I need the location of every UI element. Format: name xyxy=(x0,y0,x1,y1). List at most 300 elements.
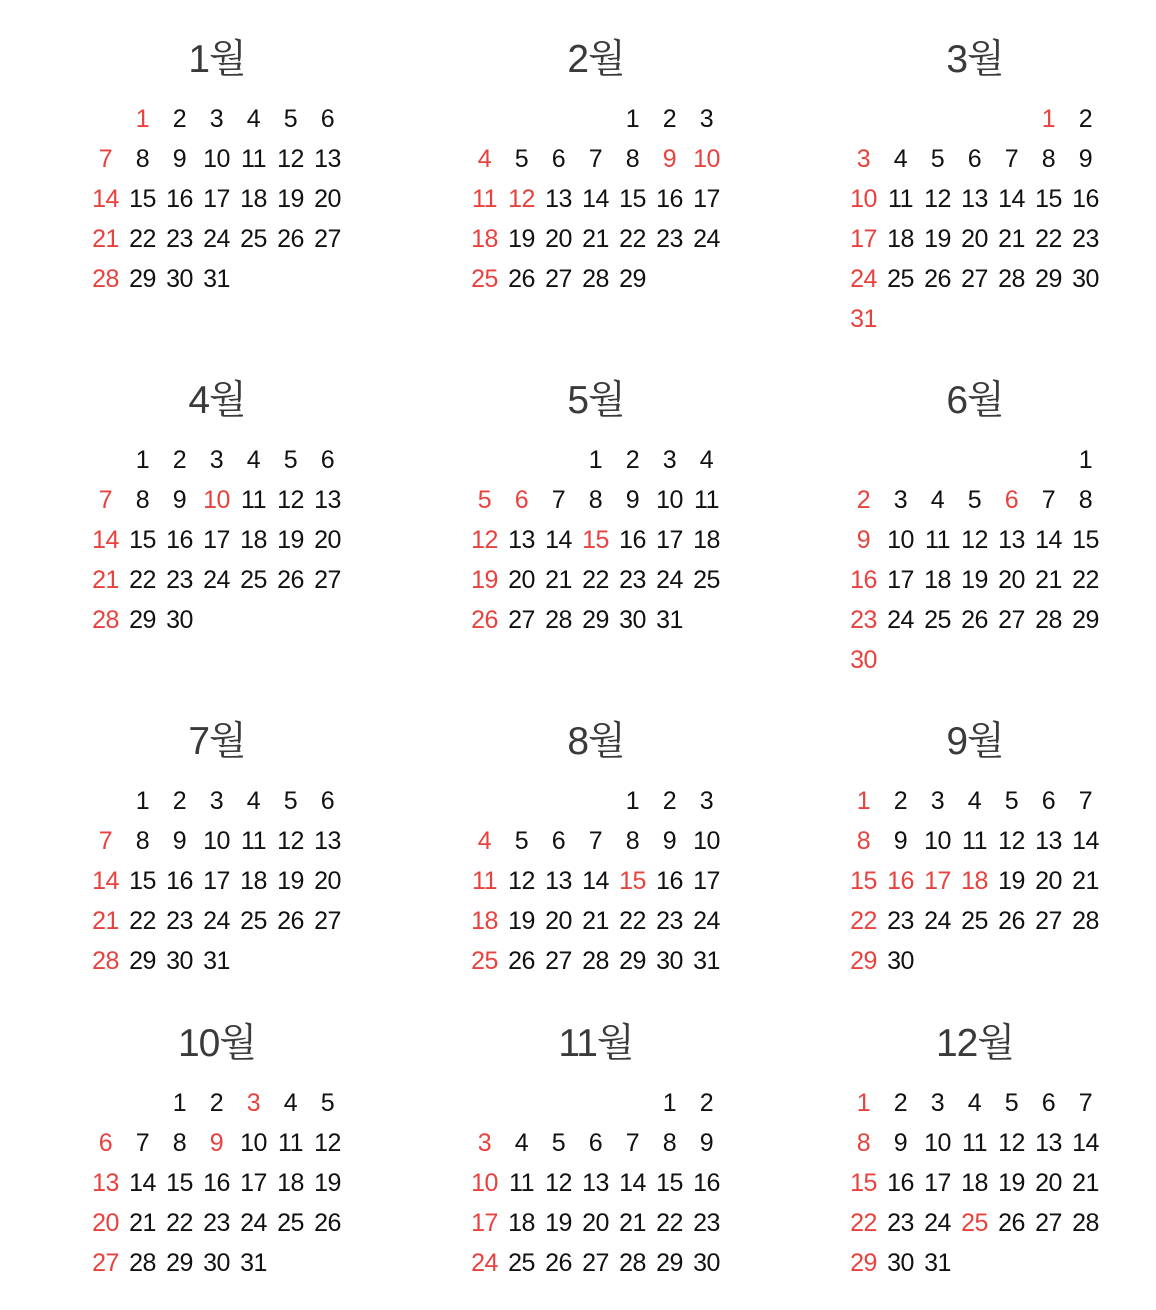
day-cell[interactable]: 23 xyxy=(656,225,683,253)
day-cell[interactable]: 7 xyxy=(588,145,603,173)
day-cell[interactable]: 13 xyxy=(508,526,535,554)
day-cell[interactable]: 11 xyxy=(241,486,266,514)
day-cell[interactable]: 21 xyxy=(1035,566,1062,594)
day-cell[interactable]: 23 xyxy=(619,566,646,594)
day-cell[interactable]: 28 xyxy=(92,947,119,975)
day-cell[interactable]: 26 xyxy=(314,1209,341,1237)
day-cell[interactable]: 18 xyxy=(508,1209,535,1237)
day-cell[interactable]: 20 xyxy=(545,907,572,935)
day-cell[interactable]: 15 xyxy=(129,867,156,895)
day-cell[interactable]: 10 xyxy=(850,185,877,213)
day-cell[interactable]: 1 xyxy=(135,105,150,133)
day-cell[interactable]: 24 xyxy=(240,1209,267,1237)
day-cell[interactable]: 29 xyxy=(129,606,156,634)
day-cell[interactable]: 30 xyxy=(203,1249,230,1277)
day-cell[interactable]: 3 xyxy=(477,1129,492,1157)
day-cell[interactable]: 6 xyxy=(551,145,566,173)
day-cell[interactable]: 4 xyxy=(967,1089,982,1117)
day-cell[interactable]: 4 xyxy=(930,486,945,514)
day-cell[interactable]: 8 xyxy=(856,1129,871,1157)
day-cell[interactable]: 17 xyxy=(887,566,914,594)
day-cell[interactable]: 7 xyxy=(588,827,603,855)
day-cell[interactable]: 9 xyxy=(172,827,187,855)
day-cell[interactable]: 3 xyxy=(662,446,677,474)
day-cell[interactable]: 12 xyxy=(924,185,951,213)
day-cell[interactable]: 10 xyxy=(693,145,720,173)
day-cell[interactable]: 1 xyxy=(625,105,640,133)
day-cell[interactable]: 6 xyxy=(1004,486,1019,514)
day-cell[interactable]: 8 xyxy=(625,145,640,173)
day-cell[interactable]: 13 xyxy=(545,185,572,213)
day-cell[interactable]: 4 xyxy=(246,105,261,133)
day-cell[interactable]: 29 xyxy=(619,947,646,975)
day-cell[interactable]: 25 xyxy=(277,1209,304,1237)
day-cell[interactable]: 14 xyxy=(92,185,119,213)
day-cell[interactable]: 14 xyxy=(1072,1129,1099,1157)
day-cell[interactable]: 1 xyxy=(856,787,871,815)
day-cell[interactable]: 10 xyxy=(924,1129,951,1157)
day-cell[interactable]: 8 xyxy=(135,486,150,514)
day-cell[interactable]: 19 xyxy=(277,867,304,895)
day-cell[interactable]: 24 xyxy=(850,265,877,293)
day-cell[interactable]: 7 xyxy=(1078,787,1093,815)
day-cell[interactable]: 15 xyxy=(129,526,156,554)
day-cell[interactable]: 29 xyxy=(129,265,156,293)
day-cell[interactable]: 15 xyxy=(619,867,646,895)
day-cell[interactable]: 16 xyxy=(656,867,683,895)
day-cell[interactable]: 8 xyxy=(135,145,150,173)
day-cell[interactable]: 23 xyxy=(166,907,193,935)
day-cell[interactable]: 25 xyxy=(240,225,267,253)
day-cell[interactable]: 22 xyxy=(619,907,646,935)
day-cell[interactable]: 30 xyxy=(1072,265,1099,293)
day-cell[interactable]: 17 xyxy=(240,1169,267,1197)
day-cell[interactable]: 27 xyxy=(582,1249,609,1277)
day-cell[interactable]: 5 xyxy=(283,105,298,133)
day-cell[interactable]: 31 xyxy=(850,305,877,333)
day-cell[interactable]: 17 xyxy=(656,526,683,554)
day-cell[interactable]: 15 xyxy=(619,185,646,213)
day-cell[interactable]: 6 xyxy=(320,787,335,815)
day-cell[interactable]: 29 xyxy=(619,265,646,293)
day-cell[interactable]: 13 xyxy=(314,486,341,514)
day-cell[interactable]: 15 xyxy=(1072,526,1099,554)
day-cell[interactable]: 18 xyxy=(471,225,498,253)
day-cell[interactable]: 26 xyxy=(961,606,988,634)
day-cell[interactable]: 5 xyxy=(514,145,529,173)
day-cell[interactable]: 24 xyxy=(887,606,914,634)
day-cell[interactable]: 14 xyxy=(92,526,119,554)
day-cell[interactable]: 24 xyxy=(924,1209,951,1237)
day-cell[interactable]: 10 xyxy=(203,145,230,173)
day-cell[interactable]: 2 xyxy=(625,446,640,474)
day-cell[interactable]: 9 xyxy=(662,827,677,855)
day-cell[interactable]: 3 xyxy=(209,446,224,474)
day-cell[interactable]: 3 xyxy=(699,787,714,815)
day-cell[interactable]: 13 xyxy=(545,867,572,895)
day-cell[interactable]: 16 xyxy=(619,526,646,554)
day-cell[interactable]: 13 xyxy=(961,185,988,213)
day-cell[interactable]: 19 xyxy=(545,1209,572,1237)
day-cell[interactable]: 27 xyxy=(545,265,572,293)
day-cell[interactable]: 4 xyxy=(283,1089,298,1117)
day-cell[interactable]: 11 xyxy=(888,185,913,213)
day-cell[interactable]: 20 xyxy=(508,566,535,594)
day-cell[interactable]: 23 xyxy=(850,606,877,634)
day-cell[interactable]: 4 xyxy=(477,827,492,855)
day-cell[interactable]: 22 xyxy=(129,225,156,253)
day-cell[interactable]: 3 xyxy=(930,1089,945,1117)
day-cell[interactable]: 28 xyxy=(1072,907,1099,935)
day-cell[interactable]: 20 xyxy=(961,225,988,253)
day-cell[interactable]: 8 xyxy=(856,827,871,855)
day-cell[interactable]: 10 xyxy=(471,1169,498,1197)
day-cell[interactable]: 25 xyxy=(924,606,951,634)
day-cell[interactable]: 16 xyxy=(166,185,193,213)
day-cell[interactable]: 6 xyxy=(514,486,529,514)
day-cell[interactable]: 5 xyxy=(1004,787,1019,815)
day-cell[interactable]: 11 xyxy=(241,827,266,855)
day-cell[interactable]: 26 xyxy=(277,225,304,253)
day-cell[interactable]: 27 xyxy=(92,1249,119,1277)
day-cell[interactable]: 20 xyxy=(92,1209,119,1237)
day-cell[interactable]: 25 xyxy=(471,947,498,975)
day-cell[interactable]: 24 xyxy=(924,907,951,935)
day-cell[interactable]: 18 xyxy=(240,185,267,213)
day-cell[interactable]: 3 xyxy=(930,787,945,815)
day-cell[interactable]: 18 xyxy=(961,867,988,895)
day-cell[interactable]: 27 xyxy=(314,907,341,935)
day-cell[interactable]: 19 xyxy=(924,225,951,253)
day-cell[interactable]: 26 xyxy=(277,566,304,594)
day-cell[interactable]: 23 xyxy=(693,1209,720,1237)
day-cell[interactable]: 15 xyxy=(166,1169,193,1197)
day-cell[interactable]: 14 xyxy=(582,867,609,895)
day-cell[interactable]: 30 xyxy=(656,947,683,975)
day-cell[interactable]: 26 xyxy=(924,265,951,293)
day-cell[interactable]: 5 xyxy=(320,1089,335,1117)
day-cell[interactable]: 20 xyxy=(545,225,572,253)
day-cell[interactable]: 1 xyxy=(588,446,603,474)
day-cell[interactable]: 13 xyxy=(92,1169,119,1197)
day-cell[interactable]: 19 xyxy=(314,1169,341,1197)
day-cell[interactable]: 10 xyxy=(924,827,951,855)
day-cell[interactable]: 8 xyxy=(625,827,640,855)
day-cell[interactable]: 30 xyxy=(850,646,877,674)
day-cell[interactable]: 19 xyxy=(277,526,304,554)
day-cell[interactable]: 15 xyxy=(582,526,609,554)
day-cell[interactable]: 21 xyxy=(619,1209,646,1237)
day-cell[interactable]: 2 xyxy=(172,105,187,133)
day-cell[interactable]: 25 xyxy=(693,566,720,594)
day-cell[interactable]: 25 xyxy=(961,907,988,935)
day-cell[interactable]: 30 xyxy=(166,265,193,293)
day-cell[interactable]: 31 xyxy=(693,947,720,975)
day-cell[interactable]: 2 xyxy=(209,1089,224,1117)
day-cell[interactable]: 19 xyxy=(508,225,535,253)
day-cell[interactable]: 8 xyxy=(662,1129,677,1157)
day-cell[interactable]: 1 xyxy=(856,1089,871,1117)
day-cell[interactable]: 8 xyxy=(588,486,603,514)
day-cell[interactable]: 25 xyxy=(471,265,498,293)
day-cell[interactable]: 21 xyxy=(582,907,609,935)
day-cell[interactable]: 9 xyxy=(662,145,677,173)
day-cell[interactable]: 24 xyxy=(203,225,230,253)
day-cell[interactable]: 2 xyxy=(893,1089,908,1117)
day-cell[interactable]: 17 xyxy=(924,867,951,895)
day-cell[interactable]: 11 xyxy=(962,1129,987,1157)
day-cell[interactable]: 11 xyxy=(472,867,497,895)
day-cell[interactable]: 9 xyxy=(699,1129,714,1157)
day-cell[interactable]: 3 xyxy=(893,486,908,514)
day-cell[interactable]: 2 xyxy=(856,486,871,514)
day-cell[interactable]: 18 xyxy=(887,225,914,253)
day-cell[interactable]: 12 xyxy=(998,827,1025,855)
day-cell[interactable]: 16 xyxy=(656,185,683,213)
day-cell[interactable]: 25 xyxy=(887,265,914,293)
day-cell[interactable]: 9 xyxy=(172,486,187,514)
day-cell[interactable]: 23 xyxy=(1072,225,1099,253)
day-cell[interactable]: 3 xyxy=(209,105,224,133)
day-cell[interactable]: 28 xyxy=(92,606,119,634)
day-cell[interactable]: 10 xyxy=(693,827,720,855)
day-cell[interactable]: 27 xyxy=(998,606,1025,634)
day-cell[interactable]: 11 xyxy=(925,526,950,554)
day-cell[interactable]: 27 xyxy=(314,225,341,253)
day-cell[interactable]: 28 xyxy=(545,606,572,634)
day-cell[interactable]: 27 xyxy=(508,606,535,634)
day-cell[interactable]: 29 xyxy=(656,1249,683,1277)
day-cell[interactable]: 23 xyxy=(887,907,914,935)
day-cell[interactable]: 29 xyxy=(129,947,156,975)
day-cell[interactable]: 16 xyxy=(887,867,914,895)
day-cell[interactable]: 26 xyxy=(508,265,535,293)
day-cell[interactable]: 9 xyxy=(625,486,640,514)
day-cell[interactable]: 29 xyxy=(850,1249,877,1277)
day-cell[interactable]: 24 xyxy=(203,566,230,594)
day-cell[interactable]: 26 xyxy=(508,947,535,975)
day-cell[interactable]: 18 xyxy=(693,526,720,554)
day-cell[interactable]: 7 xyxy=(625,1129,640,1157)
day-cell[interactable]: 30 xyxy=(693,1249,720,1277)
day-cell[interactable]: 15 xyxy=(850,1169,877,1197)
day-cell[interactable]: 7 xyxy=(551,486,566,514)
day-cell[interactable]: 9 xyxy=(209,1129,224,1157)
day-cell[interactable]: 29 xyxy=(850,947,877,975)
day-cell[interactable]: 24 xyxy=(471,1249,498,1277)
day-cell[interactable]: 23 xyxy=(656,907,683,935)
day-cell[interactable]: 18 xyxy=(471,907,498,935)
day-cell[interactable]: 27 xyxy=(961,265,988,293)
day-cell[interactable]: 4 xyxy=(246,446,261,474)
day-cell[interactable]: 9 xyxy=(172,145,187,173)
day-cell[interactable]: 15 xyxy=(656,1169,683,1197)
day-cell[interactable]: 18 xyxy=(924,566,951,594)
day-cell[interactable]: 13 xyxy=(582,1169,609,1197)
day-cell[interactable]: 14 xyxy=(129,1169,156,1197)
day-cell[interactable]: 22 xyxy=(129,566,156,594)
day-cell[interactable]: 22 xyxy=(1072,566,1099,594)
day-cell[interactable]: 19 xyxy=(998,867,1025,895)
day-cell[interactable]: 22 xyxy=(1035,225,1062,253)
day-cell[interactable]: 3 xyxy=(699,105,714,133)
day-cell[interactable]: 16 xyxy=(166,526,193,554)
day-cell[interactable]: 17 xyxy=(203,867,230,895)
day-cell[interactable]: 7 xyxy=(1004,145,1019,173)
day-cell[interactable]: 21 xyxy=(129,1209,156,1237)
day-cell[interactable]: 21 xyxy=(92,225,119,253)
day-cell[interactable]: 30 xyxy=(887,1249,914,1277)
day-cell[interactable]: 14 xyxy=(582,185,609,213)
day-cell[interactable]: 4 xyxy=(514,1129,529,1157)
day-cell[interactable]: 30 xyxy=(887,947,914,975)
day-cell[interactable]: 22 xyxy=(850,1209,877,1237)
day-cell[interactable]: 11 xyxy=(509,1169,534,1197)
day-cell[interactable]: 12 xyxy=(277,486,304,514)
day-cell[interactable]: 20 xyxy=(998,566,1025,594)
day-cell[interactable]: 27 xyxy=(1035,907,1062,935)
day-cell[interactable]: 28 xyxy=(1035,606,1062,634)
day-cell[interactable]: 21 xyxy=(1072,1169,1099,1197)
day-cell[interactable]: 11 xyxy=(694,486,719,514)
day-cell[interactable]: 17 xyxy=(693,185,720,213)
day-cell[interactable]: 25 xyxy=(508,1249,535,1277)
day-cell[interactable]: 23 xyxy=(166,566,193,594)
day-cell[interactable]: 13 xyxy=(1035,1129,1062,1157)
day-cell[interactable]: 8 xyxy=(1078,486,1093,514)
day-cell[interactable]: 26 xyxy=(471,606,498,634)
day-cell[interactable]: 12 xyxy=(314,1129,341,1157)
day-cell[interactable]: 26 xyxy=(998,907,1025,935)
day-cell[interactable]: 13 xyxy=(1035,827,1062,855)
day-cell[interactable]: 1 xyxy=(172,1089,187,1117)
day-cell[interactable]: 28 xyxy=(998,265,1025,293)
day-cell[interactable]: 17 xyxy=(203,185,230,213)
day-cell[interactable]: 12 xyxy=(545,1169,572,1197)
day-cell[interactable]: 21 xyxy=(1072,867,1099,895)
day-cell[interactable]: 5 xyxy=(283,446,298,474)
day-cell[interactable]: 14 xyxy=(1072,827,1099,855)
day-cell[interactable]: 27 xyxy=(1035,1209,1062,1237)
day-cell[interactable]: 11 xyxy=(278,1129,303,1157)
day-cell[interactable]: 13 xyxy=(998,526,1025,554)
day-cell[interactable]: 16 xyxy=(1072,185,1099,213)
day-cell[interactable]: 14 xyxy=(1035,526,1062,554)
day-cell[interactable]: 31 xyxy=(203,265,230,293)
day-cell[interactable]: 20 xyxy=(582,1209,609,1237)
day-cell[interactable]: 22 xyxy=(166,1209,193,1237)
day-cell[interactable]: 5 xyxy=(283,787,298,815)
day-cell[interactable]: 6 xyxy=(98,1129,113,1157)
day-cell[interactable]: 9 xyxy=(893,1129,908,1157)
day-cell[interactable]: 10 xyxy=(887,526,914,554)
day-cell[interactable]: 12 xyxy=(998,1129,1025,1157)
day-cell[interactable]: 18 xyxy=(277,1169,304,1197)
day-cell[interactable]: 4 xyxy=(246,787,261,815)
day-cell[interactable]: 29 xyxy=(582,606,609,634)
day-cell[interactable]: 18 xyxy=(240,526,267,554)
day-cell[interactable]: 19 xyxy=(471,566,498,594)
day-cell[interactable]: 1 xyxy=(625,787,640,815)
day-cell[interactable]: 22 xyxy=(656,1209,683,1237)
day-cell[interactable]: 4 xyxy=(893,145,908,173)
day-cell[interactable]: 2 xyxy=(699,1089,714,1117)
day-cell[interactable]: 28 xyxy=(1072,1209,1099,1237)
day-cell[interactable]: 6 xyxy=(320,105,335,133)
day-cell[interactable]: 19 xyxy=(508,907,535,935)
day-cell[interactable]: 28 xyxy=(619,1249,646,1277)
day-cell[interactable]: 12 xyxy=(961,526,988,554)
day-cell[interactable]: 7 xyxy=(98,827,113,855)
day-cell[interactable]: 5 xyxy=(1004,1089,1019,1117)
day-cell[interactable]: 24 xyxy=(693,225,720,253)
day-cell[interactable]: 4 xyxy=(699,446,714,474)
day-cell[interactable]: 27 xyxy=(314,566,341,594)
day-cell[interactable]: 29 xyxy=(1035,265,1062,293)
day-cell[interactable]: 7 xyxy=(135,1129,150,1157)
day-cell[interactable]: 16 xyxy=(203,1169,230,1197)
day-cell[interactable]: 7 xyxy=(1078,1089,1093,1117)
day-cell[interactable]: 17 xyxy=(203,526,230,554)
day-cell[interactable]: 19 xyxy=(961,566,988,594)
day-cell[interactable]: 6 xyxy=(320,446,335,474)
day-cell[interactable]: 11 xyxy=(241,145,266,173)
day-cell[interactable]: 10 xyxy=(203,827,230,855)
day-cell[interactable]: 14 xyxy=(92,867,119,895)
day-cell[interactable]: 16 xyxy=(166,867,193,895)
day-cell[interactable]: 13 xyxy=(314,145,341,173)
day-cell[interactable]: 15 xyxy=(129,185,156,213)
day-cell[interactable]: 14 xyxy=(619,1169,646,1197)
day-cell[interactable]: 31 xyxy=(656,606,683,634)
day-cell[interactable]: 6 xyxy=(588,1129,603,1157)
day-cell[interactable]: 25 xyxy=(240,907,267,935)
day-cell[interactable]: 24 xyxy=(693,907,720,935)
day-cell[interactable]: 5 xyxy=(477,486,492,514)
day-cell[interactable]: 17 xyxy=(850,225,877,253)
day-cell[interactable]: 14 xyxy=(998,185,1025,213)
day-cell[interactable]: 2 xyxy=(662,787,677,815)
day-cell[interactable]: 20 xyxy=(314,526,341,554)
day-cell[interactable]: 16 xyxy=(887,1169,914,1197)
day-cell[interactable]: 1 xyxy=(1078,446,1093,474)
day-cell[interactable]: 7 xyxy=(98,145,113,173)
day-cell[interactable]: 24 xyxy=(656,566,683,594)
day-cell[interactable]: 15 xyxy=(1035,185,1062,213)
day-cell[interactable]: 29 xyxy=(166,1249,193,1277)
day-cell[interactable]: 6 xyxy=(967,145,982,173)
day-cell[interactable]: 5 xyxy=(967,486,982,514)
day-cell[interactable]: 20 xyxy=(314,867,341,895)
day-cell[interactable]: 8 xyxy=(1041,145,1056,173)
day-cell[interactable]: 10 xyxy=(240,1129,267,1157)
day-cell[interactable]: 5 xyxy=(551,1129,566,1157)
day-cell[interactable]: 20 xyxy=(1035,867,1062,895)
day-cell[interactable]: 28 xyxy=(582,265,609,293)
day-cell[interactable]: 6 xyxy=(551,827,566,855)
day-cell[interactable]: 9 xyxy=(856,526,871,554)
day-cell[interactable]: 22 xyxy=(850,907,877,935)
day-cell[interactable]: 7 xyxy=(98,486,113,514)
day-cell[interactable]: 18 xyxy=(961,1169,988,1197)
day-cell[interactable]: 21 xyxy=(582,225,609,253)
day-cell[interactable]: 11 xyxy=(962,827,987,855)
day-cell[interactable]: 5 xyxy=(514,827,529,855)
day-cell[interactable]: 1 xyxy=(662,1089,677,1117)
day-cell[interactable]: 23 xyxy=(887,1209,914,1237)
day-cell[interactable]: 28 xyxy=(582,947,609,975)
day-cell[interactable]: 22 xyxy=(129,907,156,935)
